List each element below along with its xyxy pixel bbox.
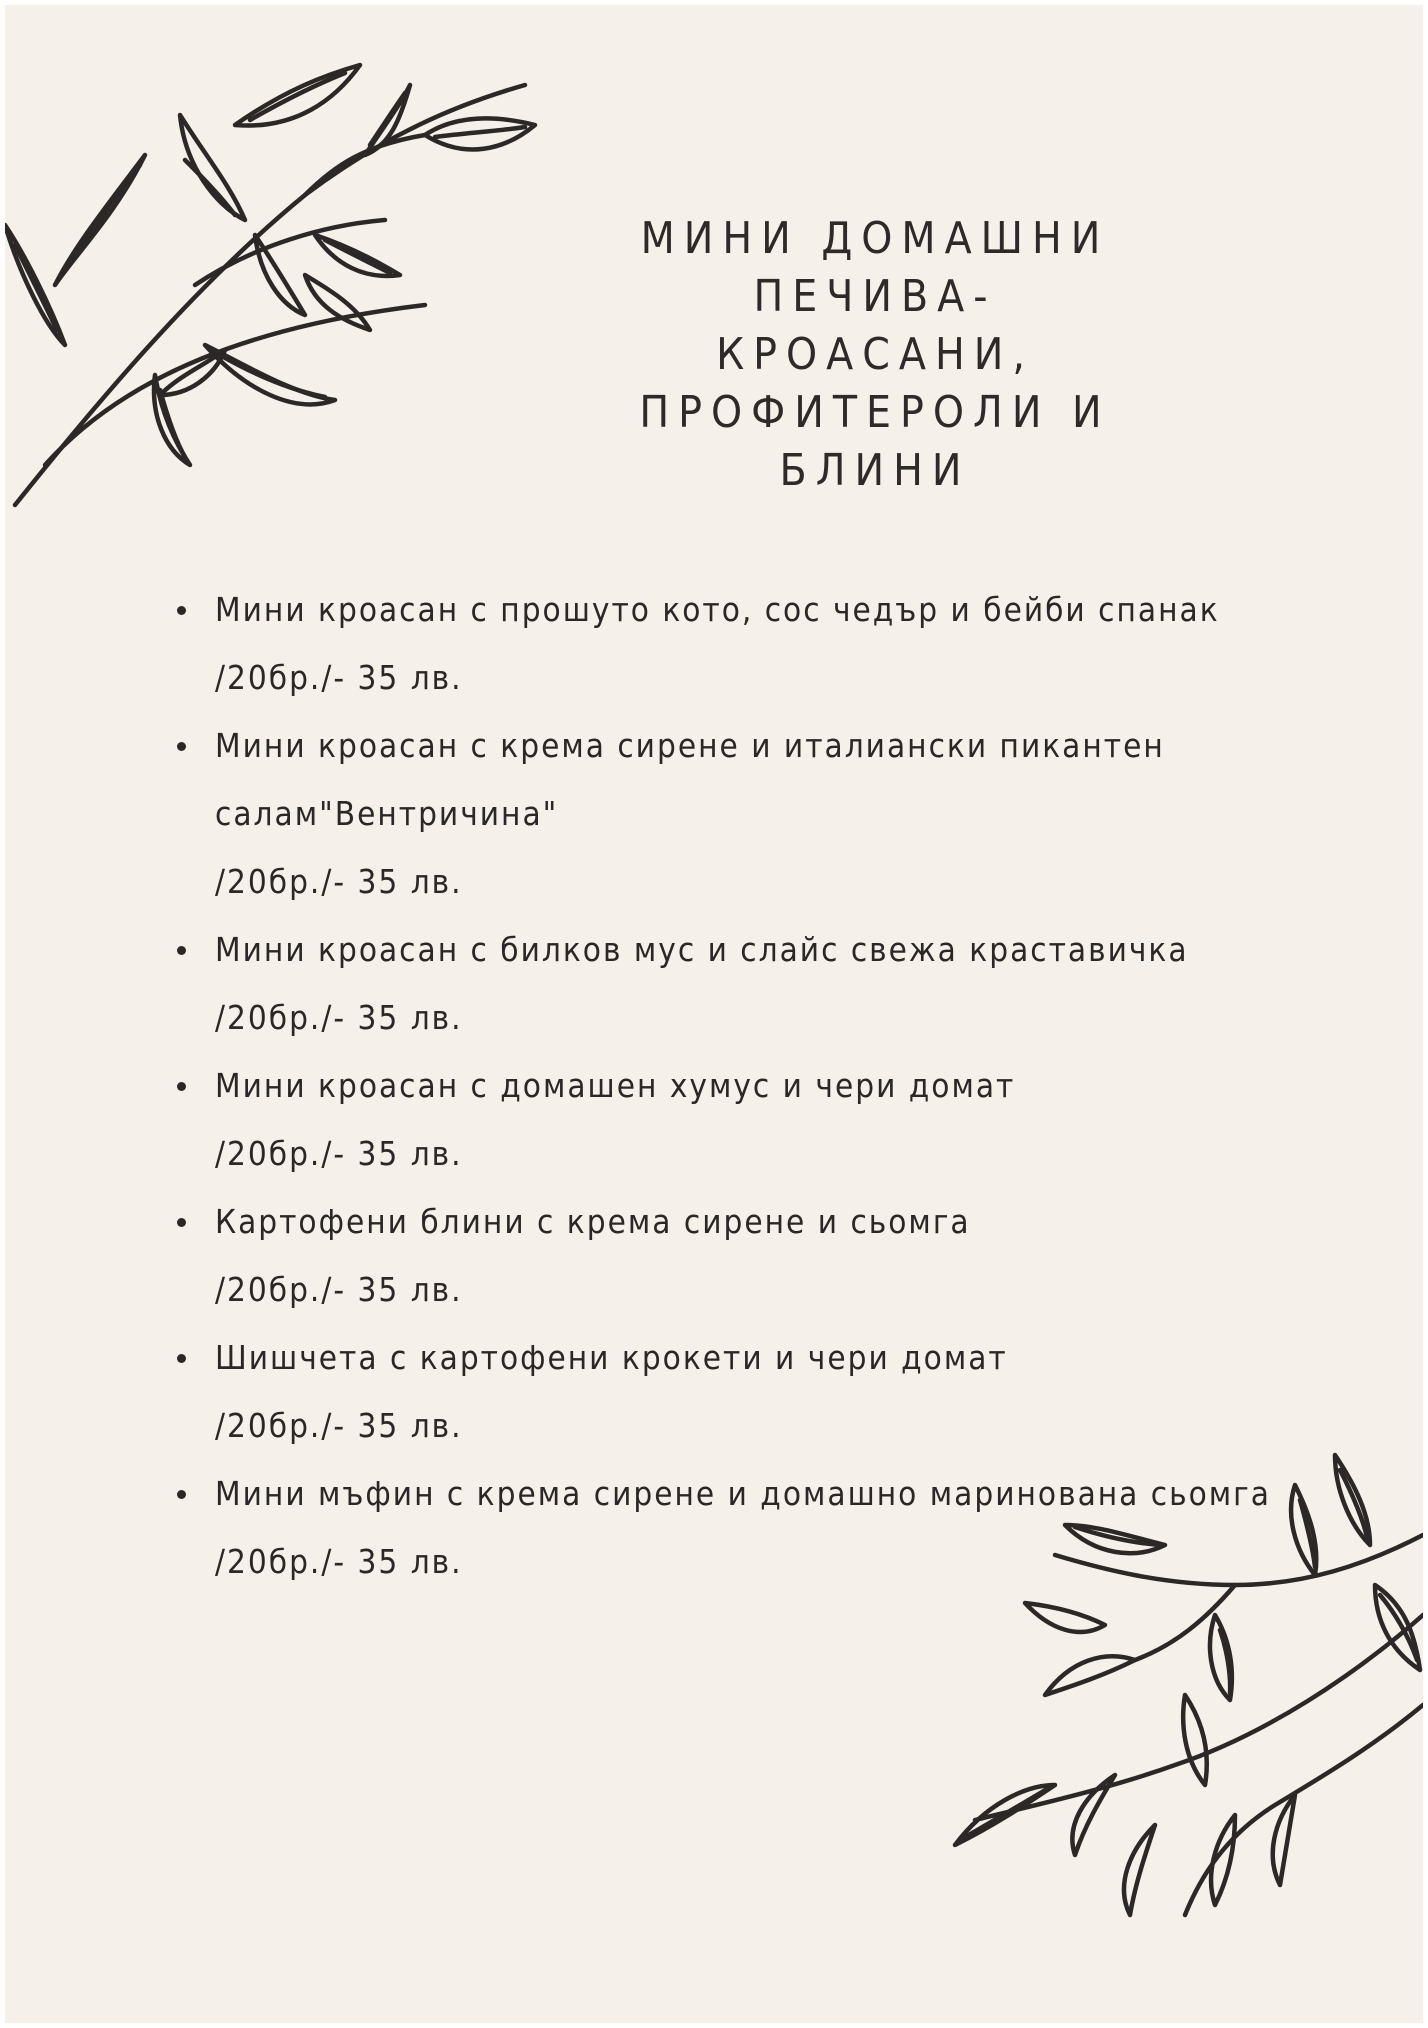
item-name-continued: салам"Вентричина" (215, 794, 559, 833)
bullet-icon (177, 1082, 186, 1091)
menu-item (177, 712, 1297, 916)
bullet-icon (177, 1218, 186, 1227)
item-price: /20бр./- 35 лв. (215, 1270, 463, 1309)
item-price: /20бр./- 35 лв. (215, 862, 463, 901)
item-name: Картофени блини с крема сирене и сьомга (215, 1202, 971, 1241)
leaf-branch-top-left-icon (5, 45, 565, 525)
menu-item (177, 1324, 1297, 1460)
item-price: /20бр./- 35 лв. (215, 1542, 463, 1581)
menu-item (177, 1188, 1297, 1324)
item-name: Мини кроасан с прошуто кото, сос чедър и бейби спанак (215, 590, 1220, 629)
item-name: Мини мъфин с крема сирене и домашно маринована сьомга (215, 1474, 1271, 1513)
item-name: Мини кроасан с домашен хумус и чери домат (215, 1066, 1016, 1105)
menu-item (177, 916, 1297, 1052)
item-price: /20бр./- 35 лв. (215, 658, 463, 697)
item-name: Мини кроасан с билков мус и слайс свежа краставичка (215, 930, 1189, 969)
menu-list (177, 576, 1297, 1596)
item-name: Мини кроасан с крема сирене и италиански пикантен (215, 726, 1165, 765)
item-price: /20бр./- 35 лв. (215, 998, 463, 1037)
menu-item (177, 1460, 1297, 1596)
bullet-icon (177, 1490, 186, 1499)
bullet-icon (177, 742, 186, 751)
item-name: Шишчета с картофени крокети и чери домат (215, 1338, 1008, 1377)
item-price: /20бр./- 35 лв. (215, 1406, 463, 1445)
item-price: /20бр./- 35 лв. (215, 1134, 463, 1173)
menu-item (177, 1052, 1297, 1188)
title-line-3: БЛИНИ (779, 445, 971, 496)
bullet-icon (177, 946, 186, 955)
title-line-2: КРОАСАНИ, ПРОФИТЕРОЛИ И (639, 329, 1111, 438)
bullet-icon (177, 606, 186, 615)
menu-item (177, 576, 1297, 712)
title-line-1: МИНИ ДОМАШНИ ПЕЧИВА- (640, 213, 1110, 322)
menu-page (5, 5, 1423, 2023)
bullet-icon (177, 1354, 186, 1363)
page-title (510, 210, 1240, 500)
